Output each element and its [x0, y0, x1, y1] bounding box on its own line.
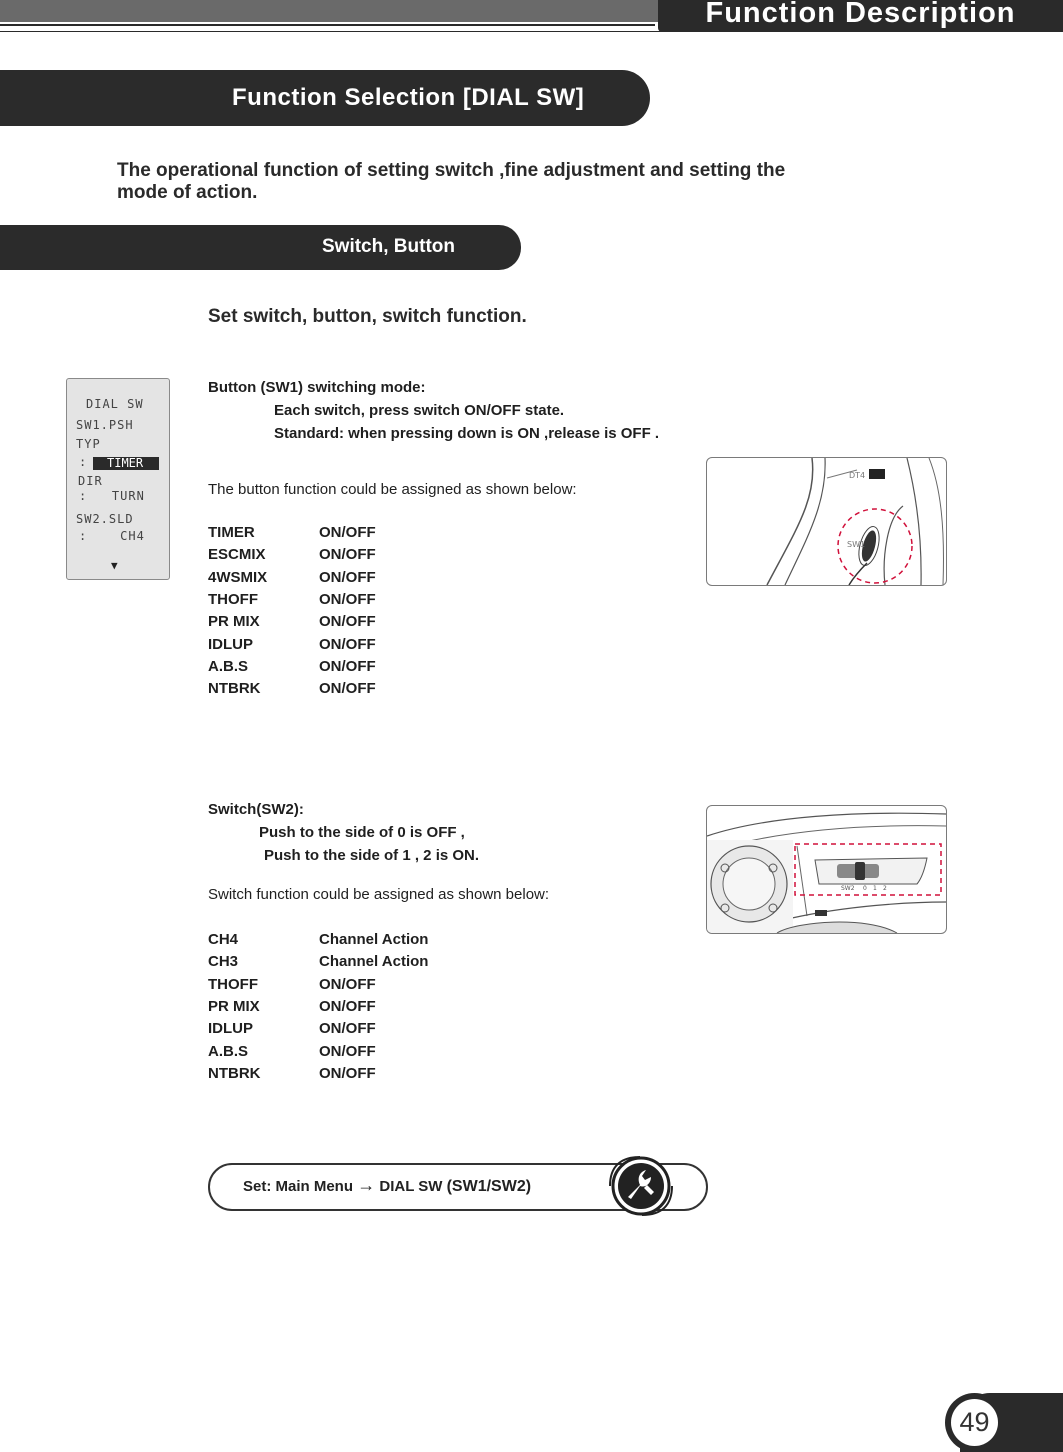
section-title [0, 70, 650, 126]
switch-function-name: A.B.S [208, 1042, 249, 1060]
switch-function-name: CH4 [208, 931, 239, 948]
switch-function-value: ON/OFF [319, 1042, 376, 1060]
button-function-list [208, 524, 508, 714]
button-function-name: 4WSMIX [208, 568, 268, 586]
lcd-screen [66, 378, 170, 580]
button-function-name: TIMER [208, 524, 255, 541]
switch-function-value: Channel Action [319, 953, 429, 971]
switch-section-title: Switch(SW2): [208, 801, 304, 818]
switch-function-name: THOFF [208, 975, 258, 993]
menu-path-target: DIAL SW [379, 1178, 443, 1195]
button-function-value: ON/OFF [319, 657, 376, 675]
button-function-value: ON/OFF [319, 680, 376, 698]
menu-path-arrow-icon: → [357, 1175, 376, 1195]
menu-path-detail: (SW1/SW2) [446, 1178, 532, 1195]
sw2-pos-2: 2 [883, 885, 887, 892]
intro-line-1: The operational function of setting switch ,fine adjustment and setting the [117, 160, 786, 181]
button-desc-1: Each switch, press switch ON/OFF state. [274, 402, 565, 419]
lcd-selected [93, 457, 159, 470]
button-function-value: ON/OFF [319, 613, 376, 631]
header-rule [0, 24, 655, 26]
switch-function-value: Channel Action [319, 931, 429, 948]
switch-function-value: ON/OFF [319, 975, 376, 993]
switch-function-value: ON/OFF [319, 997, 376, 1015]
switch-desc-1: Push to the side of 0 is OFF , [259, 824, 465, 841]
sw2-pos-1: 1 [873, 885, 877, 892]
menu-path-text [243, 1175, 531, 1196]
menu-path-prefix: Set: Main Menu [243, 1178, 354, 1195]
sw2-pos-0: 0 [863, 885, 867, 892]
switch-function-name: PR MIX [208, 997, 260, 1015]
lcd-line-sw2: SW2.SLD [76, 512, 134, 526]
switch-function-list [208, 931, 508, 1096]
lcd-selected-text: TIMER [107, 456, 144, 470]
sw2-photo-drawing [707, 806, 946, 933]
sw2-photo [706, 805, 947, 934]
button-function-value: ON/OFF [319, 635, 376, 653]
intro-text [117, 160, 937, 204]
switch-function-name: CH3 [208, 953, 239, 971]
button-function-value: ON/OFF [319, 568, 376, 586]
switch-function-value: ON/OFF [319, 1064, 376, 1082]
header-gray-bar [0, 0, 680, 22]
sw1-label: SW1 [847, 540, 866, 549]
button-function-name: IDLUP [208, 635, 253, 653]
button-function-name: A.B.S [208, 657, 249, 675]
intro-line-2: mode of action. [117, 182, 258, 203]
switch-function-name: IDLUP [208, 1020, 253, 1038]
lcd-title: DIAL SW [86, 397, 144, 411]
lcd-line-typ: TYP [76, 437, 101, 451]
lcd-line-turn: : TURN [79, 489, 145, 503]
lcd-line-sw1: SW1.PSH [76, 418, 134, 432]
page-header-title: Function Description [705, 0, 1016, 29]
lcd-line-ch4: : CH4 [79, 529, 145, 543]
lcd-line-dir: DIR [78, 474, 103, 488]
button-function-name: ESCMIX [208, 546, 266, 564]
sw1-photo-drawing [707, 458, 946, 585]
switch-function-value: ON/OFF [319, 1020, 376, 1038]
section-title-text: Function Selection [DIAL SW] [232, 84, 585, 111]
button-function-name: PR MIX [208, 613, 260, 631]
lcd-colon: : [79, 455, 88, 469]
button-function-value: ON/OFF [319, 546, 376, 564]
sw2-label: SW2 [841, 885, 855, 892]
button-function-value: ON/OFF [319, 590, 376, 608]
button-function-name: NTBRK [208, 680, 261, 698]
subtitle: Set switch, button, switch function. [208, 306, 527, 327]
button-section-title: Button (SW1) switching mode: [208, 379, 426, 396]
switch-assign-intro: Switch function could be assigned as shown below: [208, 886, 550, 903]
button-function-name: THOFF [208, 590, 258, 608]
button-assign-intro: The button function could be assigned as shown below: [208, 481, 577, 498]
button-desc-2: Standard: when pressing down is ON ,release is OFF . [274, 425, 660, 442]
page-number: 49 [959, 1407, 990, 1437]
subsection-title: Switch, Button [322, 236, 455, 257]
switch-desc-2: Push to the side of 1 , 2 is ON. [264, 847, 480, 864]
wrench-icon [606, 1155, 676, 1217]
lcd-down-arrow-icon: ▼ [111, 559, 118, 572]
switch-function-name: NTBRK [208, 1064, 261, 1082]
button-function-value: ON/OFF [319, 524, 376, 541]
sw1-photo [706, 457, 947, 586]
dt4-label: DT4 [849, 471, 866, 480]
